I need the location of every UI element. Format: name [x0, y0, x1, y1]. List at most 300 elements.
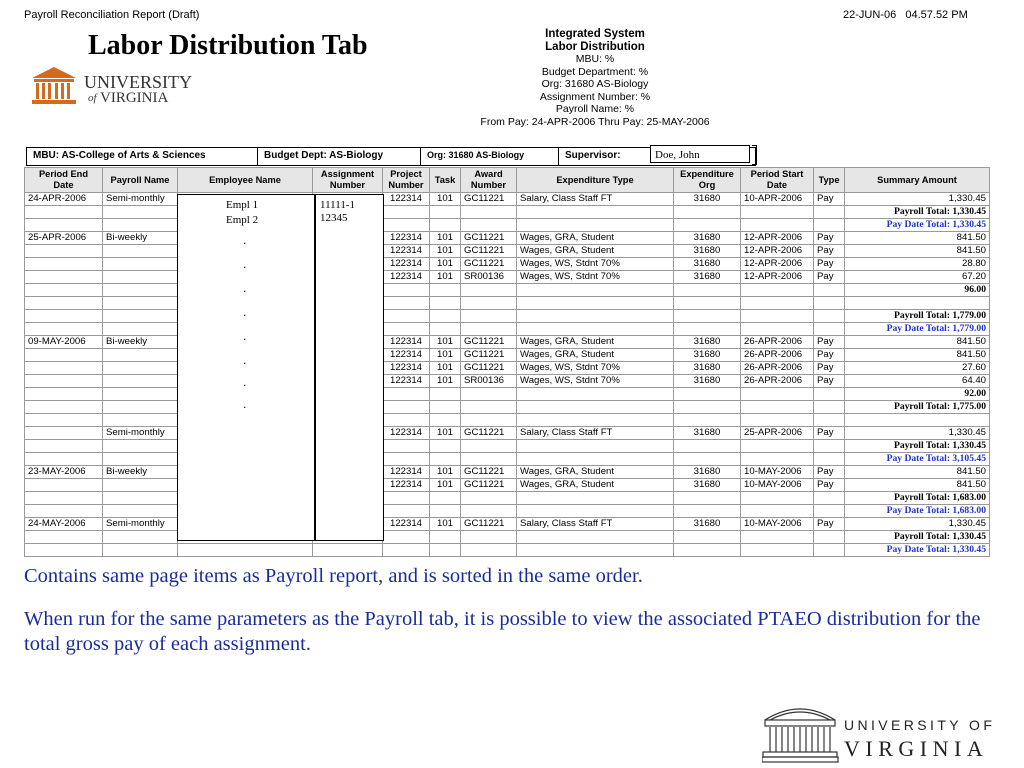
cell-expenditure-org	[674, 440, 741, 453]
cell-payroll-name	[103, 414, 178, 427]
cell-project-number: 122314	[383, 245, 430, 258]
cell-period-end-date	[25, 401, 103, 414]
cell-type: Pay	[814, 479, 845, 492]
cell-expenditure-type	[517, 544, 674, 557]
cell-project-number	[383, 219, 430, 232]
table-row	[25, 349, 990, 362]
cell-expenditure-org: 31680	[674, 349, 741, 362]
cell-project-number: 122314	[383, 466, 430, 479]
cell-task	[430, 310, 461, 323]
cell-payroll-name	[103, 544, 178, 557]
cell-period-end-date	[25, 219, 103, 232]
cell-expenditure-type: Wages, WS, Stdnt 70%	[517, 258, 674, 271]
cell-project-number: 122314	[383, 479, 430, 492]
table-row	[25, 323, 990, 336]
cell-summary-amount: Pay Date Total: 1,330.45	[845, 219, 990, 232]
table-row	[25, 362, 990, 375]
cell-payroll-name	[103, 271, 178, 284]
cell-type: Pay	[814, 336, 845, 349]
cell-task	[430, 414, 461, 427]
cell-task: 101	[430, 466, 461, 479]
col-period-end-date: Period End Date	[25, 168, 103, 193]
cell-period-start-date	[741, 206, 814, 219]
cell-expenditure-type	[517, 401, 674, 414]
report-header-assignment: Assignment Number: %	[539, 90, 651, 103]
cell-payroll-name	[103, 362, 178, 375]
cell-period-end-date: 24-MAY-2006	[25, 518, 103, 531]
cell-summary-amount: 841.50	[845, 466, 990, 479]
cell-period-start-date	[741, 219, 814, 232]
cell-expenditure-type: Salary, Class Staff FT	[517, 193, 674, 206]
table-row	[25, 479, 990, 492]
cell-period-end-date	[25, 323, 103, 336]
cell-summary-amount: 841.50	[845, 336, 990, 349]
cell-award-number: GC11221	[461, 232, 517, 245]
cell-task	[430, 297, 461, 310]
cell-payroll-name	[103, 440, 178, 453]
cell-expenditure-type	[517, 531, 674, 544]
cell-project-number: 122314	[383, 336, 430, 349]
cell-expenditure-type	[517, 453, 674, 466]
slide-caption	[24, 564, 1004, 675]
ellipsis-dot: .	[243, 281, 247, 295]
cell-award-number: GC11221	[461, 518, 517, 531]
col-award-number: Award Number	[461, 168, 517, 193]
labor-distribution-table	[24, 167, 990, 557]
col-assignment-number: Assignment Number	[313, 168, 383, 193]
cell-award-number: GC11221	[461, 245, 517, 258]
cell-award-number	[461, 219, 517, 232]
cell-type: Pay	[814, 258, 845, 271]
cell-payroll-name	[103, 206, 178, 219]
cell-expenditure-org	[674, 414, 741, 427]
supervisor-field-edge	[752, 145, 757, 165]
cell-type	[814, 297, 845, 310]
cell-award-number: SR00136	[461, 375, 517, 388]
cell-project-number: 122314	[383, 258, 430, 271]
ellipsis-dot: .	[243, 257, 247, 271]
uva-logo-bottom	[762, 700, 1012, 764]
cell-summary-amount: 841.50	[845, 479, 990, 492]
cell-period-end-date	[25, 271, 103, 284]
cell-type: Pay	[814, 245, 845, 258]
cell-type	[814, 388, 845, 401]
cell-payroll-name: Semi-monthly	[103, 427, 178, 440]
cell-project-number: 122314	[383, 271, 430, 284]
table-row	[25, 466, 990, 479]
cell-expenditure-org	[674, 219, 741, 232]
cell-expenditure-type	[517, 297, 674, 310]
ellipsis-dot: .	[243, 375, 247, 389]
logo-top-line1: UNIVERSITY	[84, 72, 192, 92]
col-task: Task	[430, 168, 461, 193]
cell-task	[430, 388, 461, 401]
cell-summary-amount: 96.00	[845, 284, 990, 297]
ellipsis-dot: .	[243, 353, 247, 367]
cell-period-end-date: 09-MAY-2006	[25, 336, 103, 349]
cell-period-start-date: 26-APR-2006	[741, 362, 814, 375]
cell-expenditure-type	[517, 388, 674, 401]
cell-period-end-date	[25, 310, 103, 323]
cell-project-number: 122314	[383, 193, 430, 206]
cell-project-number	[383, 297, 430, 310]
cell-task	[430, 453, 461, 466]
table-header-row	[25, 168, 990, 193]
col-type: Type	[814, 168, 845, 193]
cell-task	[430, 544, 461, 557]
cell-payroll-name	[103, 479, 178, 492]
cell-task: 101	[430, 362, 461, 375]
cell-summary-amount: 64.40	[845, 375, 990, 388]
cell-period-start-date: 10-MAY-2006	[741, 518, 814, 531]
cell-award-number	[461, 544, 517, 557]
cell-expenditure-type: Wages, GRA, Student	[517, 349, 674, 362]
cell-period-end-date	[25, 531, 103, 544]
cell-payroll-name: Bi-weekly	[103, 232, 178, 245]
cell-payroll-name	[103, 531, 178, 544]
cell-task: 101	[430, 427, 461, 440]
cell-period-start-date	[741, 284, 814, 297]
cell-summary-amount: 28.80	[845, 258, 990, 271]
cell-project-number: 122314	[383, 427, 430, 440]
param-budget-dept: Budget Dept: AS-Biology	[258, 148, 421, 165]
report-header-mbu: MBU: %	[575, 53, 615, 65]
cell-summary-amount	[845, 414, 990, 427]
ellipsis-dot: .	[243, 329, 247, 343]
cell-type	[814, 284, 845, 297]
cell-type	[814, 531, 845, 544]
cell-task	[430, 440, 461, 453]
cell-type: Pay	[814, 349, 845, 362]
cell-type: Pay	[814, 193, 845, 206]
cell-project-number: 122314	[383, 375, 430, 388]
cell-period-start-date: 26-APR-2006	[741, 349, 814, 362]
cell-summary-amount: 1,330.45	[845, 427, 990, 440]
cell-period-end-date	[25, 375, 103, 388]
overlay-assignment-2: 12345	[320, 212, 348, 224]
cell-task: 101	[430, 258, 461, 271]
cell-type	[814, 219, 845, 232]
table-row	[25, 544, 990, 557]
cell-period-start-date: 12-APR-2006	[741, 245, 814, 258]
cell-summary-amount: 92.00	[845, 388, 990, 401]
cell-task	[430, 531, 461, 544]
cell-type	[814, 310, 845, 323]
cell-project-number	[383, 440, 430, 453]
cell-task: 101	[430, 479, 461, 492]
cell-type: Pay	[814, 232, 845, 245]
report-header-range: From Pay: 24-APR-2006 Thru Pay: 25-MAY-2006	[480, 115, 710, 128]
cell-expenditure-type: Wages, GRA, Student	[517, 466, 674, 479]
cell-expenditure-org	[674, 401, 741, 414]
cell-expenditure-type	[517, 323, 674, 336]
cell-expenditure-org	[674, 323, 741, 336]
uva-logo-top	[30, 64, 200, 106]
cell-period-start-date: 12-APR-2006	[741, 258, 814, 271]
cell-summary-amount: Pay Date Total: 1,683.00	[845, 505, 990, 518]
cell-payroll-name	[103, 375, 178, 388]
col-employee-name: Employee Name	[178, 168, 313, 193]
cell-task: 101	[430, 271, 461, 284]
cell-award-number: GC11221	[461, 362, 517, 375]
col-expenditure-type: Expenditure Type	[517, 168, 674, 193]
table-row	[25, 297, 990, 310]
overlay-assignment-1: 11111-1	[320, 199, 356, 211]
param-mbu: MBU: AS-College of Arts & Sciences	[27, 148, 258, 165]
cell-award-number: GC11221	[461, 336, 517, 349]
cell-expenditure-type	[517, 206, 674, 219]
table-row	[25, 232, 990, 245]
cell-expenditure-type: Wages, GRA, Student	[517, 232, 674, 245]
cell-award-number	[461, 310, 517, 323]
cell-task	[430, 219, 461, 232]
cell-project-number	[383, 388, 430, 401]
cell-period-end-date	[25, 453, 103, 466]
cell-type	[814, 401, 845, 414]
table-row	[25, 375, 990, 388]
cell-award-number: GC11221	[461, 349, 517, 362]
cell-award-number	[461, 531, 517, 544]
cell-expenditure-org	[674, 492, 741, 505]
cell-period-end-date: 25-APR-2006	[25, 232, 103, 245]
table-row	[25, 336, 990, 349]
cell-period-start-date: 25-APR-2006	[741, 427, 814, 440]
rotunda-icon	[32, 67, 76, 104]
cell-payroll-name	[103, 388, 178, 401]
col-expenditure-org: Expenditure Org	[674, 168, 741, 193]
logo-bottom-line1: UNIVERSITY OF	[844, 717, 996, 733]
overlay-employee-2: Empl 2	[226, 214, 259, 226]
cell-summary-amount: Pay Date Total: 1,330.45	[845, 544, 990, 557]
cell-expenditure-org: 31680	[674, 258, 741, 271]
cell-expenditure-org: 31680	[674, 427, 741, 440]
cell-award-number	[461, 440, 517, 453]
overlay-employee-1: Empl 1	[226, 199, 259, 211]
param-org: Org: 31680 AS-Biology	[421, 148, 559, 165]
cell-summary-amount: 841.50	[845, 245, 990, 258]
cell-summary-amount: Payroll Total: 1,330.45	[845, 440, 990, 453]
cell-award-number: SR00136	[461, 271, 517, 284]
table-row	[25, 388, 990, 401]
cell-project-number	[383, 531, 430, 544]
cell-period-start-date	[741, 388, 814, 401]
cell-expenditure-org	[674, 544, 741, 557]
cell-project-number	[383, 414, 430, 427]
cell-expenditure-type	[517, 284, 674, 297]
cell-payroll-name	[103, 297, 178, 310]
report-date: 22-JUN-06	[843, 9, 897, 21]
cell-period-start-date: 10-APR-2006	[741, 193, 814, 206]
cell-payroll-name	[103, 284, 178, 297]
cell-period-start-date: 12-APR-2006	[741, 232, 814, 245]
cell-award-number	[461, 401, 517, 414]
table-row	[25, 219, 990, 232]
cell-expenditure-org: 31680	[674, 271, 741, 284]
cell-type	[814, 492, 845, 505]
table-row	[25, 401, 990, 414]
cell-expenditure-org: 31680	[674, 336, 741, 349]
table-row	[25, 518, 990, 531]
report-header-budget: Budget Department: %	[541, 65, 649, 78]
cell-summary-amount: 1,330.45	[845, 193, 990, 206]
report-header-system: Integrated System	[545, 28, 645, 40]
cell-type: Pay	[814, 427, 845, 440]
cell-expenditure-org	[674, 297, 741, 310]
col-summary-amount: Summary Amount	[845, 168, 990, 193]
parameter-bar	[26, 147, 756, 166]
table-row	[25, 453, 990, 466]
cell-period-end-date	[25, 544, 103, 557]
cell-type: Pay	[814, 375, 845, 388]
cell-type: Pay	[814, 518, 845, 531]
table-row	[25, 310, 990, 323]
cell-expenditure-type	[517, 414, 674, 427]
assignment-number-overlay	[315, 194, 384, 541]
report-header-payroll: Payroll Name: %	[555, 103, 635, 115]
table-row	[25, 193, 990, 206]
cell-task: 101	[430, 375, 461, 388]
cell-award-number: GC11221	[461, 193, 517, 206]
cell-expenditure-org: 31680	[674, 362, 741, 375]
cell-payroll-name: Bi-weekly	[103, 336, 178, 349]
cell-period-start-date	[741, 414, 814, 427]
cell-award-number	[461, 297, 517, 310]
cell-period-start-date	[741, 323, 814, 336]
cell-period-start-date: 10-MAY-2006	[741, 466, 814, 479]
cell-summary-amount: 1,330.45	[845, 518, 990, 531]
cell-employee-name	[178, 544, 313, 557]
cell-expenditure-org	[674, 388, 741, 401]
cell-summary-amount: 67.20	[845, 271, 990, 284]
cell-type	[814, 206, 845, 219]
cell-expenditure-org: 31680	[674, 375, 741, 388]
cell-summary-amount: Payroll Total: 1,775.00	[845, 401, 990, 414]
cell-task	[430, 206, 461, 219]
cell-period-end-date	[25, 349, 103, 362]
cell-period-end-date	[25, 492, 103, 505]
cell-period-end-date	[25, 284, 103, 297]
cell-project-number: 122314	[383, 349, 430, 362]
cell-project-number: 122314	[383, 518, 430, 531]
cell-period-end-date	[25, 427, 103, 440]
table-row	[25, 258, 990, 271]
cell-award-number	[461, 284, 517, 297]
cell-period-end-date	[25, 258, 103, 271]
cell-expenditure-org	[674, 505, 741, 518]
cell-award-number: GC11221	[461, 479, 517, 492]
cell-period-end-date	[25, 245, 103, 258]
cell-payroll-name: Bi-weekly	[103, 466, 178, 479]
cell-expenditure-org	[674, 310, 741, 323]
cell-summary-amount: 841.50	[845, 349, 990, 362]
report-header-org: Org: 31680 AS-Biology	[541, 78, 649, 90]
cell-expenditure-type	[517, 492, 674, 505]
cell-expenditure-org: 31680	[674, 193, 741, 206]
cell-expenditure-type: Wages, GRA, Student	[517, 479, 674, 492]
cell-expenditure-type	[517, 219, 674, 232]
cell-task: 101	[430, 232, 461, 245]
table-row	[25, 505, 990, 518]
cell-type: Pay	[814, 466, 845, 479]
cell-project-number: 122314	[383, 232, 430, 245]
cell-expenditure-org	[674, 206, 741, 219]
cell-period-end-date	[25, 362, 103, 375]
cell-payroll-name: Semi-monthly	[103, 518, 178, 531]
cell-expenditure-org	[674, 531, 741, 544]
cell-period-start-date	[741, 531, 814, 544]
cell-period-end-date: 23-MAY-2006	[25, 466, 103, 479]
cell-payroll-name	[103, 401, 178, 414]
cell-payroll-name	[103, 453, 178, 466]
cell-payroll-name	[103, 323, 178, 336]
cell-summary-amount: Pay Date Total: 1,779.00	[845, 323, 990, 336]
cell-task: 101	[430, 245, 461, 258]
cell-period-start-date	[741, 544, 814, 557]
table-row	[25, 427, 990, 440]
cell-award-number	[461, 505, 517, 518]
cell-period-start-date	[741, 401, 814, 414]
cell-expenditure-org	[674, 453, 741, 466]
cell-type	[814, 505, 845, 518]
table-row	[25, 531, 990, 544]
cell-period-start-date: 26-APR-2006	[741, 336, 814, 349]
report-datetime	[843, 9, 968, 21]
col-payroll-name: Payroll Name	[103, 168, 178, 193]
cell-task: 101	[430, 336, 461, 349]
cell-type: Pay	[814, 362, 845, 375]
cell-task: 101	[430, 193, 461, 206]
cell-period-end-date	[25, 440, 103, 453]
cell-summary-amount: 841.50	[845, 232, 990, 245]
cell-task	[430, 401, 461, 414]
cell-summary-amount: Payroll Total: 1,330.45	[845, 206, 990, 219]
cell-expenditure-org: 31680	[674, 479, 741, 492]
supervisor-field[interactable]: Doe, John	[650, 145, 750, 163]
cell-expenditure-type: Wages, WS, Stdnt 70%	[517, 375, 674, 388]
cell-payroll-name	[103, 219, 178, 232]
cell-summary-amount: Pay Date Total: 3,105.45	[845, 453, 990, 466]
cell-project-number	[383, 310, 430, 323]
report-header-name: Labor Distribution	[545, 40, 645, 53]
cell-project-number	[383, 505, 430, 518]
col-project-number: Project Number	[383, 168, 430, 193]
cell-expenditure-type	[517, 440, 674, 453]
cell-summary-amount	[845, 297, 990, 310]
cell-task	[430, 505, 461, 518]
cell-task: 101	[430, 518, 461, 531]
cell-period-end-date	[25, 505, 103, 518]
cell-expenditure-type: Salary, Class Staff FT	[517, 518, 674, 531]
cell-period-start-date: 10-MAY-2006	[741, 479, 814, 492]
rotunda-outline-icon	[762, 709, 838, 762]
logo-bottom-line2: VIRGINIA	[844, 736, 989, 761]
cell-payroll-name	[103, 349, 178, 362]
cell-summary-amount: Payroll Total: 1,330.45	[845, 531, 990, 544]
cell-period-end-date: 24-APR-2006	[25, 193, 103, 206]
cell-type: Pay	[814, 271, 845, 284]
cell-type	[814, 453, 845, 466]
cell-summary-amount: 27.60	[845, 362, 990, 375]
caption-paragraph-2: When run for the same parameters as the Payroll tab, it is possible to view the associated PTAEO distribution for the total gross pay of each assignment.	[24, 608, 981, 655]
cell-project-number	[383, 323, 430, 336]
cell-award-number: GC11221	[461, 466, 517, 479]
cell-payroll-name	[103, 492, 178, 505]
cell-project-number: 122314	[383, 362, 430, 375]
cell-period-start-date	[741, 310, 814, 323]
cell-award-number	[461, 453, 517, 466]
cell-period-start-date	[741, 297, 814, 310]
ellipsis-dot: .	[243, 397, 247, 411]
